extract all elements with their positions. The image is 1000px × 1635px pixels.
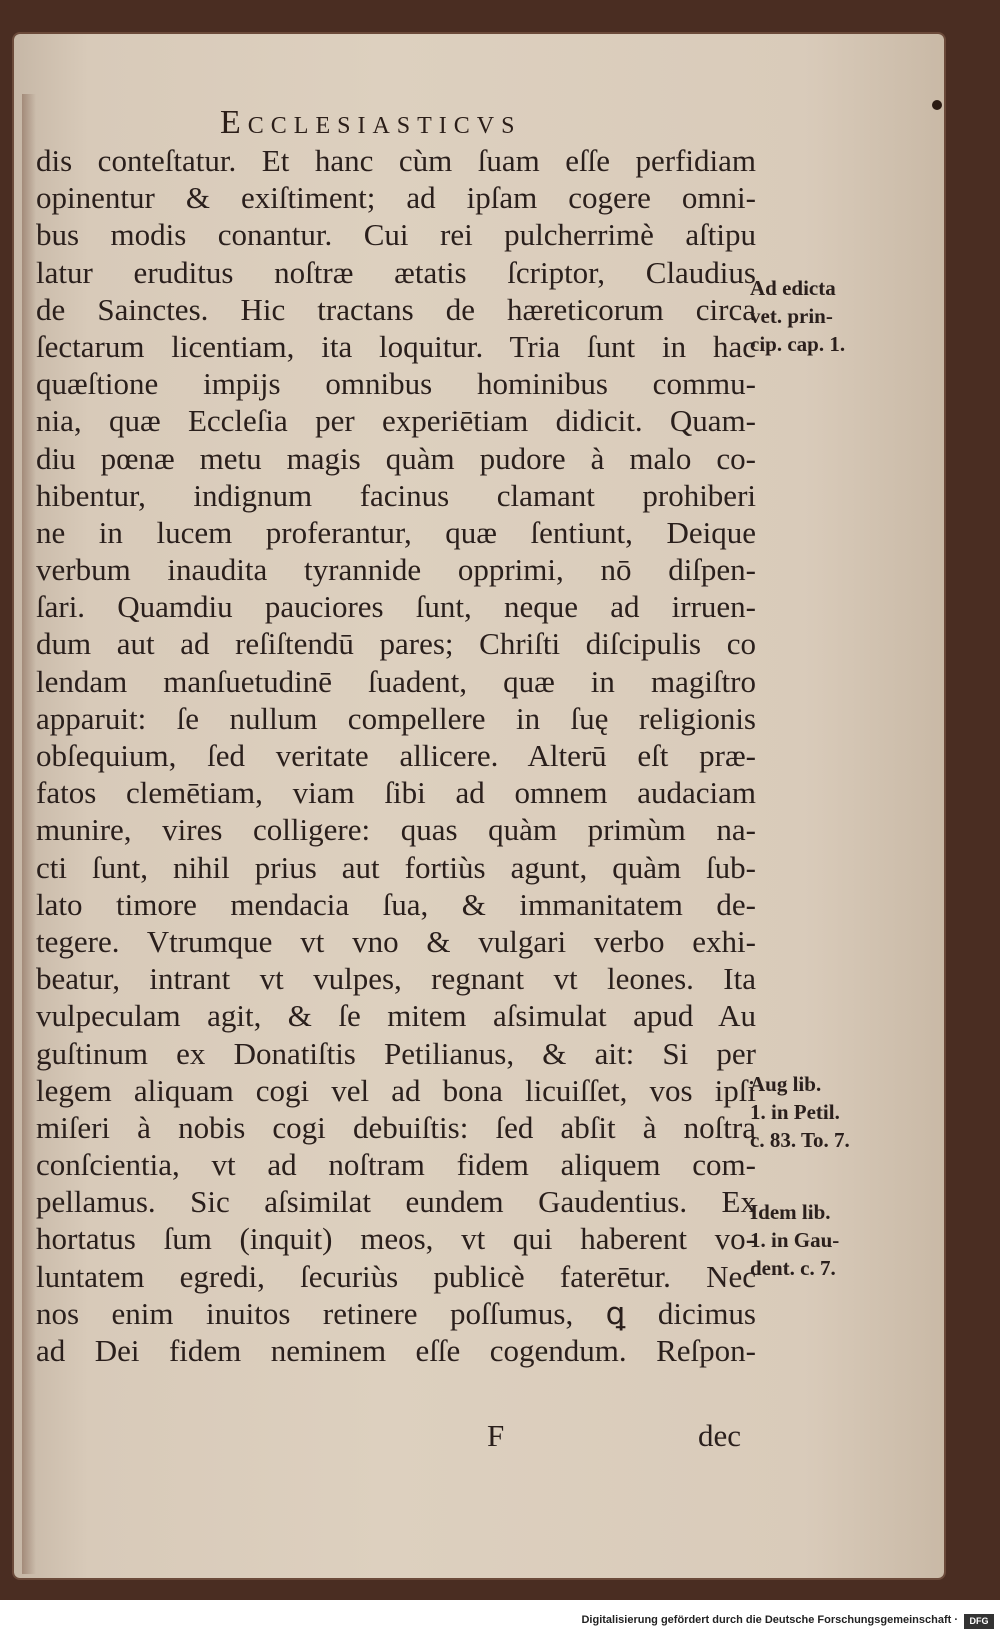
text-line: cti ſunt, nihil prius aut fortiùs agunt, quàm ſub- bbox=[36, 849, 756, 885]
margin-note-gaudentius bbox=[750, 1198, 880, 1282]
text-line: obſequium, ſed veritate allicere. Alterū eſt præ- bbox=[36, 738, 756, 773]
margin-note-edicta bbox=[750, 274, 880, 358]
body-text bbox=[36, 142, 756, 1369]
dfg-logo: DFG bbox=[964, 1614, 994, 1629]
text-line: lendam manſuetudinē ſuadent, quæ in magiſtro bbox=[36, 663, 756, 699]
text-line: ad Dei fidem neminem eſſe cogendum. Reſpon- bbox=[36, 1333, 756, 1368]
margin-note-line: c. 83. To. 7. bbox=[750, 1128, 850, 1152]
text-line: diu pœnæ metu magis quàm pudore à malo co- bbox=[36, 440, 756, 476]
text-line: miſeri à nobis cogi debuiſtis: ſed abſit à noſtra bbox=[36, 1109, 756, 1145]
text-line: dis conteſtatur. Et hanc cùm ſuam eſſe perfidiam bbox=[36, 143, 756, 178]
text-line: bus modis conantur. Cui rei pulcherrimè aſtipu bbox=[36, 217, 756, 253]
text-line: munire, vires colligere: quas quàm primùm na- bbox=[36, 812, 756, 848]
text-line: ſari. Quamdiu pauciores ſunt, neque ad irruen- bbox=[36, 589, 756, 625]
text-line: beatur, intrant vt vulpes, regnant vt leones. Ita bbox=[36, 961, 756, 997]
text-line: quæſtione impijs omnibus hominibus commu- bbox=[36, 366, 756, 402]
text-line: guſtinum ex Donatiſtis Petilianus, & ait: Si per bbox=[36, 1035, 756, 1071]
margin-note-line: Aug lib. bbox=[750, 1072, 822, 1096]
margin-note-augustine bbox=[750, 1070, 880, 1154]
text-line: hortatus ſum (inquit) meos, vt qui haberent vo- bbox=[36, 1221, 756, 1257]
text-line: hibentur, indignum facinus clamant prohiberi bbox=[36, 477, 756, 513]
page-spine-shadow bbox=[22, 94, 36, 1574]
signature-mark: F bbox=[487, 1418, 505, 1453]
margin-note-line: cip. cap. 1. bbox=[750, 332, 846, 356]
text-line: legem aliquam cogi vel ad bona licuiſſet, vos ipſi bbox=[36, 1072, 756, 1108]
margin-note-line: Idem lib. bbox=[750, 1200, 831, 1224]
text-line: conſcientia, vt ad noſtram fidem aliquem com- bbox=[36, 1147, 756, 1183]
text-line: dum aut ad reſiſtendū pares; Chriſti diſcipulis co bbox=[36, 626, 756, 662]
text-line: latur eruditus noſtræ ætatis ſcriptor, Claudius bbox=[36, 254, 756, 290]
text-line: apparuit: ſe nullum compellere in ſuę religionis bbox=[36, 700, 756, 736]
footer-credit: Digitalisierung gefördert durch die Deutsche Forschungsgemeinschaft · bbox=[581, 1614, 958, 1626]
margin-note-line: 1. in Gau- bbox=[750, 1228, 840, 1252]
text-line: luntatem egredi, ſecuriùs publicè faterētur. Nec bbox=[36, 1258, 756, 1294]
text-line: ne in lucem proferantur, quæ ſentiunt, Deique bbox=[36, 514, 756, 550]
text-line: verbum inaudita tyrannide opprimi, nō diſpen- bbox=[36, 552, 756, 588]
text-line: nia, quæ Eccleſia per experiētiam didicit. Quam- bbox=[36, 403, 756, 439]
margin-note-line: dent. c. 7. bbox=[750, 1256, 836, 1280]
text-line: vulpeculam agit, & ſe mitem aſsimulat apud Au bbox=[36, 998, 756, 1034]
margin-note-line: vet. prin- bbox=[750, 304, 833, 328]
text-line: nos enim inuitos retinere poſſumus, ꝗ dicimus bbox=[36, 1295, 756, 1331]
text-line: pellamus. Sic aſsimilat eundem Gaudentius. Ex bbox=[36, 1184, 756, 1220]
text-line: tegere. Vtrumque vt vno & vulgari verbo exhi- bbox=[36, 923, 756, 959]
text-line: de Sainctes. Hic tractans de hæreticorum circa bbox=[36, 291, 756, 327]
ink-spot bbox=[932, 100, 942, 110]
running-head: Ecclesiasticvs bbox=[220, 104, 522, 141]
footer-bar bbox=[0, 1612, 1000, 1635]
text-line: lato timore mendacia ſua, & immanitatem de- bbox=[36, 886, 756, 922]
margin-note-line: 1. in Petil. bbox=[750, 1100, 840, 1124]
text-line: opinentur & exiſtiment; ad ipſam cogere omni- bbox=[36, 180, 756, 216]
text-line: fatos clemētiam, viam ſibi ad omnem audaciam bbox=[36, 775, 756, 811]
catchword: dec bbox=[698, 1418, 742, 1453]
margin-note-line: Ad edicta bbox=[750, 276, 836, 300]
text-line: ſectarum licentiam, ita loquitur. Tria ſunt in hac bbox=[36, 328, 756, 364]
